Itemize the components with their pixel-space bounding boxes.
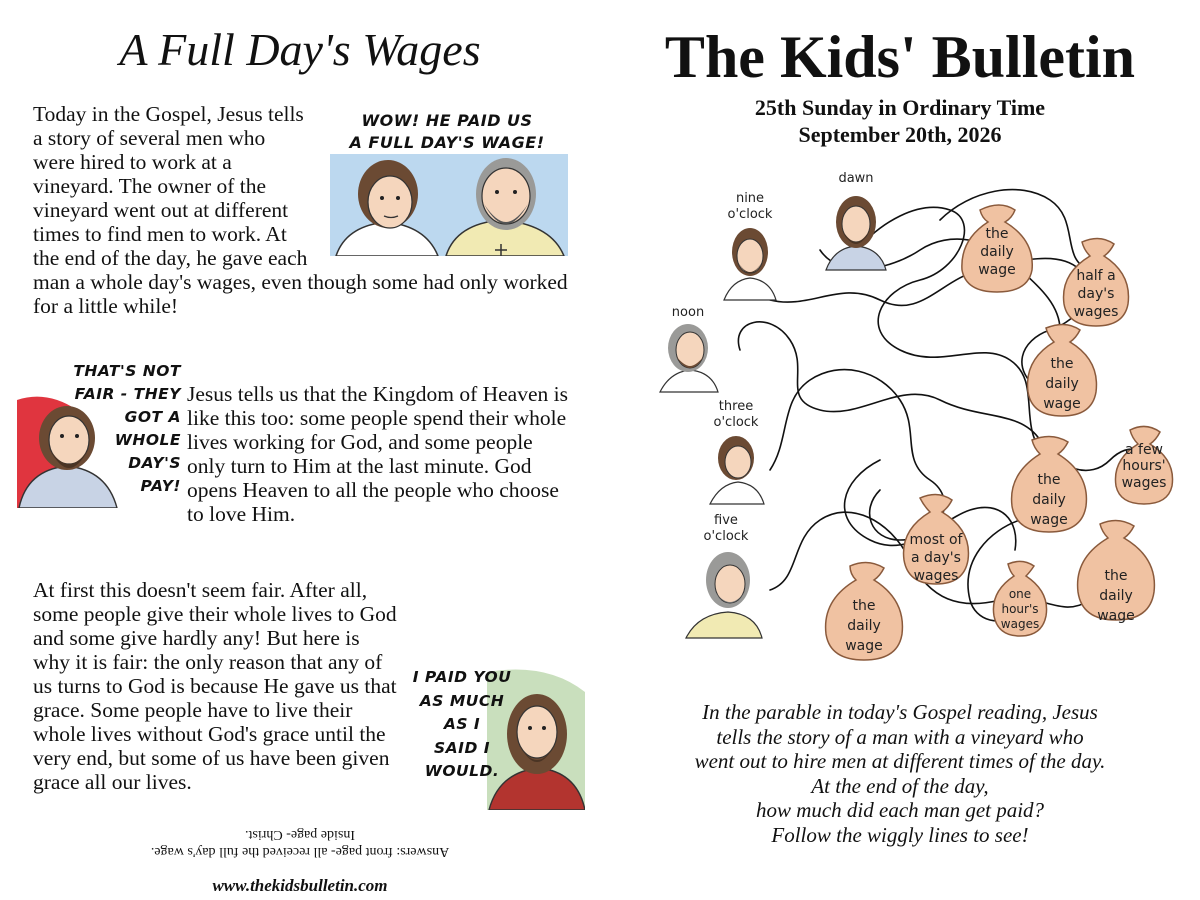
bag-text: daily	[847, 618, 881, 634]
worker-label: three	[718, 399, 754, 414]
money-bag	[904, 494, 969, 584]
worker-label: o'clock	[713, 415, 759, 430]
speech-bubble-paid-you: I PAID YOU AS MUCH AS I SAID I WOULD.	[412, 668, 512, 780]
caption-line: tells the story of a man with a vineyard who	[716, 724, 1084, 749]
paragraph-fairness-text: At first this doesn't seem fair. After all, some people give their whole lives to God and some give hardly any! But here is why it is fair: the only reason that any of us turns to God is because He gave us that grace. Some people have to live their whole lives without God's grace until the very end, but some of us have been given grace all our lives.	[33, 578, 397, 794]
bag-text: daily	[980, 244, 1014, 260]
bag-text: wages	[1121, 475, 1167, 491]
worker-three-oclock	[710, 399, 764, 504]
worker-five-oclock	[686, 513, 762, 638]
bag-text: most of	[909, 532, 963, 548]
bag-text: a few	[1124, 442, 1164, 458]
bag-text: wage	[978, 262, 1016, 278]
website-url: www.thekidsbulletin.com	[212, 876, 388, 895]
worker-label: noon	[671, 305, 705, 320]
money-bag	[826, 562, 903, 660]
worker-label: o'clock	[703, 529, 749, 544]
caption-line: Follow the wiggly lines to see!	[771, 822, 1029, 847]
worker-noon	[660, 305, 718, 392]
bulletin-title: The Kids' Bulletin	[664, 24, 1136, 90]
worker-label: five	[714, 513, 738, 528]
bag-text: the	[1104, 568, 1128, 584]
worker-label: o'clock	[727, 207, 773, 222]
bag-text: the	[852, 598, 876, 614]
caption-line: went out to hire men at different times of the day.	[694, 749, 1106, 773]
money-bag	[993, 561, 1046, 636]
maze-caption	[600, 700, 1200, 847]
bag-text: a day's	[911, 550, 961, 566]
bag-text: wages	[1073, 304, 1119, 320]
paragraph-intro-text: Today in the Gospel, Jesus tells a story of several men who were hired to work at a vineyard. The owner of the vineyard went out at different times to find men to work. At the end of the day, he gave each man a whole day's wages, even though some had only worked for a little while!	[33, 102, 568, 318]
bag-text: wage	[1043, 396, 1081, 412]
bag-text: the	[985, 226, 1009, 242]
page-title: A Full Day's Wages	[119, 24, 481, 75]
paragraph-intro	[33, 102, 568, 318]
money-bag	[1028, 324, 1097, 416]
comic-not-fair-panel	[17, 360, 181, 508]
bag-text: hours'	[1122, 458, 1166, 474]
bag-text: wages	[1000, 617, 1040, 631]
comic-jesus-panel	[407, 662, 585, 810]
money-bag	[1012, 436, 1087, 532]
bag-text: daily	[1032, 492, 1066, 508]
paragraph-kingdom	[33, 362, 568, 526]
bag-text: daily	[1045, 376, 1079, 392]
worker-dawn	[826, 171, 886, 270]
bag-text: one	[1008, 587, 1032, 601]
bag-text: the	[1037, 472, 1061, 488]
bag-text: day's	[1077, 286, 1115, 302]
caption-line: At the end of the day,	[811, 773, 989, 798]
paragraph-kingdom-text: Jesus tells us that the Kingdom of Heaven is like this too: some people spend their whole lives working for God, and some people only turn to Him at the last minute. God opens Heaven to all the people who choose to love Him.	[187, 382, 568, 526]
upside-down-answers	[60, 826, 540, 860]
liturgical-day: 25th Sunday in Ordinary Time	[754, 95, 1046, 120]
bag-text: the	[1050, 356, 1074, 372]
bulletin-date: September 20th, 2026	[798, 122, 1002, 147]
worker-label: nine	[735, 191, 765, 206]
bag-text: wages	[913, 568, 959, 584]
worker-nine-oclock	[724, 191, 776, 300]
paragraph-fairness	[33, 578, 573, 810]
wiggly-line-maze	[640, 160, 1180, 680]
comic-workers-panel	[316, 104, 578, 256]
money-bag	[962, 205, 1032, 292]
speech-bubble-not-fair: THAT'S NOT FAIR - THEY GOT A WHOLE DAY'S PAY!	[73, 362, 181, 495]
answers-line: Answers: front page- all received the full day's wage.	[150, 844, 450, 859]
money-bag	[1115, 426, 1172, 504]
caption-line: how much did each man get paid?	[755, 798, 1045, 822]
bag-text: daily	[1099, 588, 1133, 604]
bag-text: wage	[1030, 512, 1068, 528]
bag-text: wage	[845, 638, 883, 654]
worker-label: dawn	[838, 171, 874, 186]
caption-line: In the parable in today's Gospel reading, Jesus	[702, 700, 1098, 724]
bag-text: half a	[1076, 268, 1116, 284]
bag-text: wage	[1097, 608, 1135, 624]
bag-text: hour's	[1001, 602, 1039, 616]
money-bag	[1078, 520, 1155, 624]
answers-line: Inside page- Christ.	[244, 827, 356, 842]
speech-bubble-wow: WOW! HE PAID US A FULL DAY'S WAGE!	[349, 111, 545, 152]
